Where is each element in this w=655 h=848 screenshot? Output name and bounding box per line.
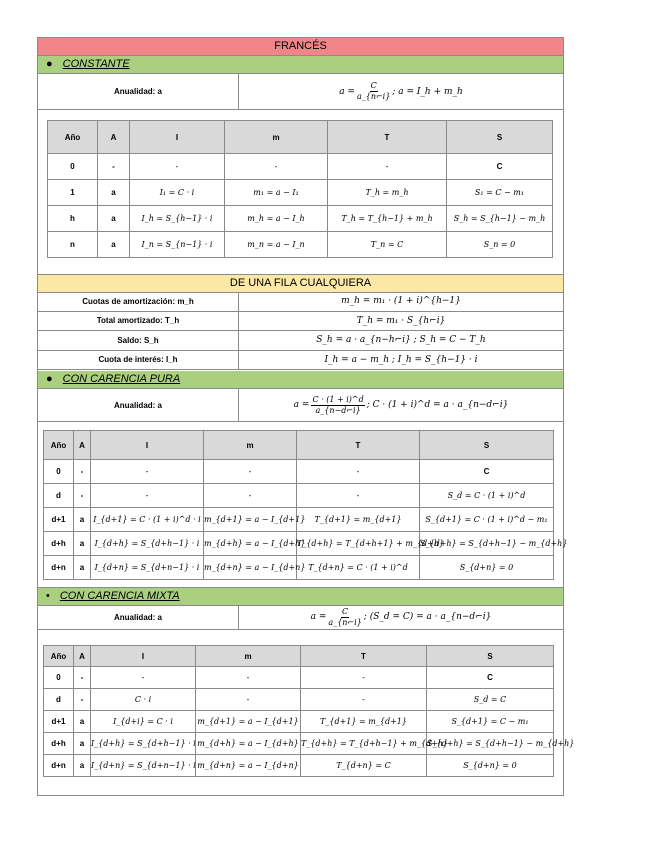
cell-col-i: -: [91, 667, 196, 689]
anualidad-label: Anualidad: a: [38, 605, 239, 629]
cell-col-s: S_{d+h} = S_{d+h−1} − m_{d+h}: [420, 532, 554, 556]
cell-col-m: -: [204, 460, 297, 484]
table-constante: [47, 120, 553, 258]
formula-numerator: C: [342, 606, 349, 616]
cell-col-a: -: [74, 460, 91, 484]
cell-col-s: C: [427, 667, 554, 689]
cell-col-ano: d: [44, 484, 74, 508]
cell-col-ano: 0: [44, 667, 74, 689]
header-col-m: m: [196, 646, 301, 667]
fila-formula: T_h = m₁ · S_{h⌐i}: [356, 315, 446, 326]
cell-col-m: m_{d+h} = a − I_{d+h}: [204, 532, 297, 556]
table-row: [44, 460, 554, 484]
cell-col-ano: d+h: [44, 532, 74, 556]
cell-col-t: T_{d+h} = T_{d+h+1} + m_{d+h}: [297, 532, 420, 556]
cell-col-m: -: [196, 689, 301, 711]
fila-formula: m_h = m₁ · (1 + i)^{h−1}: [341, 296, 461, 307]
cell-col-ano: d+n: [44, 556, 74, 580]
cell-col-ano: n: [48, 232, 98, 258]
table-header-row: [44, 431, 554, 460]
fila-row: [38, 312, 563, 332]
formula-denominator: a_{n⌐i}: [328, 617, 362, 627]
cell-col-i: I_{d+h} = S_{d+h−1} · i: [91, 733, 196, 755]
fila-formula: I_h = a − m_h ; I_h = S_{h−1} · i: [324, 354, 478, 365]
cell-col-a: a: [74, 755, 91, 777]
fila-row: [38, 351, 563, 371]
cell-col-ano: 0: [48, 154, 98, 180]
fila-label: Total amortizado: T_h: [38, 312, 239, 331]
cell-col-ano: h: [48, 206, 98, 232]
formula-rest: ; (S_d = C) = a · a_{n−d⌐i}: [363, 612, 492, 622]
header-col-t: T: [301, 646, 427, 667]
cell-col-s: S_d = C · (1 + i)^d: [420, 484, 554, 508]
cell-col-s: S_{d+1} = C − m₁: [427, 711, 554, 733]
header-col-s: S: [447, 121, 553, 154]
table-row: [44, 667, 554, 689]
header-col-ano: Año: [48, 121, 98, 154]
cell-col-m: m_{d+n} = a − I_{d+n}: [204, 556, 297, 580]
cell-col-a: a: [98, 232, 130, 258]
anualidad-row-pura: [38, 389, 563, 422]
table-header-row: [44, 646, 554, 667]
formula-denominator: a_{n⌐i}: [356, 92, 391, 101]
anualidad-row-constante: [38, 74, 563, 110]
table-row: [44, 484, 554, 508]
cell-col-m: m_n = a − I_n: [225, 232, 328, 258]
table-pura: [43, 430, 568, 580]
cell-col-a: a: [74, 532, 91, 556]
cell-col-i: I_n = S_{n−1} · i: [130, 232, 225, 258]
anualidad-row-mixta: [38, 605, 563, 630]
cell-col-t: T_h = m_h: [328, 180, 447, 206]
section-constante: [38, 56, 563, 74]
cell-col-m: -: [225, 154, 328, 180]
fila-formula: S_h = a · a_{n−h⌐i} ; S_h = C − T_h: [316, 335, 486, 346]
cell-col-i: I_{d+i} = C · i: [91, 711, 196, 733]
cell-col-t: T_{d+n} = C: [301, 755, 427, 777]
cell-col-ano: 0: [44, 460, 74, 484]
cell-col-m: m_{d+1} = a − I_{d+1}: [204, 508, 297, 532]
anualidad-formula: a = $\frac{C}{a\_\{n⌐i\}}$ ; a = I_h + m_h: [339, 81, 463, 101]
cell-col-m: -: [196, 667, 301, 689]
header-col-ano: Año: [44, 646, 74, 667]
cell-col-a: a: [74, 508, 91, 532]
fila-label: Cuotas de amortización: m_h: [38, 292, 239, 311]
table-row: [48, 154, 553, 180]
cell-col-t: -: [297, 484, 420, 508]
cell-col-s: S_h = S_{h−1} − m_h: [447, 206, 553, 232]
cell-col-i: C · i: [91, 689, 196, 711]
cell-col-i: I_h = S_{h−1} · i: [130, 206, 225, 232]
table-row: [48, 180, 553, 206]
formula-denominator: a_{n−d⌐i}: [315, 405, 361, 415]
bullet-icon: ●: [46, 373, 53, 385]
cell-col-m: m₁ = a − I₁: [225, 180, 328, 206]
cell-col-i: -: [130, 154, 225, 180]
cell-col-a: -: [98, 154, 130, 180]
table-row: [44, 532, 554, 556]
fila-row: [38, 331, 563, 351]
formula-sheet: [37, 37, 575, 796]
cell-col-s: C: [447, 154, 553, 180]
cell-col-s: S₁ = C − m₁: [447, 180, 553, 206]
fila-label: Saldo: S_h: [38, 331, 239, 350]
header-col-i: I: [130, 121, 225, 154]
cell-col-m: m_{d+n} = a − I_{d+n}: [196, 755, 301, 777]
cell-col-a: -: [74, 689, 91, 711]
anualidad-formula: a = $\frac{C}{a\_\{n⌐i\}}$ ; (S_d = C) = a · a_{n−d⌐i}: [310, 606, 492, 627]
cell-col-s: S_n = 0: [447, 232, 553, 258]
cell-col-i: I_{d+n} = S_{d+n−1} · i: [91, 755, 196, 777]
section-mixta: [38, 587, 563, 606]
cell-col-t: T_n = C: [328, 232, 447, 258]
header-col-m: m: [204, 431, 297, 460]
fila-row: [38, 292, 563, 312]
section-fila: DE UNA FILA CUALQUIERA: [38, 274, 563, 293]
cell-col-m: -: [204, 484, 297, 508]
cell-col-t: T_{d+1} = m_{d+1}: [297, 508, 420, 532]
formula-rest: ; C · (1 + i)^d = a · a_{n−d⌐i}: [366, 400, 509, 410]
header-col-ano: Año: [44, 431, 74, 460]
fila-label: Cuota de interés: I_h: [38, 351, 239, 370]
cell-col-s: C: [420, 460, 554, 484]
header-col-t: T: [297, 431, 420, 460]
table-row: [48, 232, 553, 258]
header-col-a: A: [74, 431, 91, 460]
cell-col-t: T_h = T_{h−1} + m_h: [328, 206, 447, 232]
cell-col-i: I₁ = C · i: [130, 180, 225, 206]
formula-rest: ; a = I_h + m_h: [392, 86, 463, 97]
cell-col-ano: d+1: [44, 711, 74, 733]
table-row: [44, 689, 554, 711]
cell-col-i: -: [91, 460, 204, 484]
section-label: CON CARENCIA MIXTA: [59, 590, 180, 602]
formula-numerator: C · (1 + i)^d: [312, 394, 364, 404]
cell-col-t: -: [328, 154, 447, 180]
cell-col-a: a: [74, 556, 91, 580]
cell-col-t: T_{d+h} = T_{d+h−1} + m_{d+h}: [301, 733, 427, 755]
cell-col-t: -: [301, 667, 427, 689]
section-label: CON CARENCIA PURA: [62, 373, 181, 385]
header-col-s: S: [420, 431, 554, 460]
cell-col-t: T_{d+1} = m_{d+1}: [301, 711, 427, 733]
cell-col-ano: d+1: [44, 508, 74, 532]
cell-col-t: -: [297, 460, 420, 484]
cell-col-a: a: [74, 711, 91, 733]
table-row: [44, 733, 554, 755]
cell-col-ano: d+h: [44, 733, 74, 755]
cell-col-i: I_{d+n} = S_{d+n−1} · i: [91, 556, 204, 580]
bullet-icon: ●: [46, 58, 53, 70]
bullet-icon: •: [46, 590, 50, 602]
header-col-m: m: [225, 121, 328, 154]
header-col-t: T: [328, 121, 447, 154]
cell-col-a: a: [74, 733, 91, 755]
cell-col-s: S_{d+h} = S_{d+h−1} − m_{d+h}: [427, 733, 554, 755]
table-row: [44, 508, 554, 532]
table-row: [44, 711, 554, 733]
cell-col-i: I_{d+1} = C · (1 + i)^d · i: [91, 508, 204, 532]
header-col-i: I: [91, 431, 204, 460]
section-label: CONSTANTE: [62, 58, 130, 70]
cell-col-s: S_{d+n} = 0: [420, 556, 554, 580]
formula-numerator: C: [370, 81, 377, 90]
cell-col-a: a: [98, 180, 130, 206]
header-col-i: I: [91, 646, 196, 667]
cell-col-s: S_{d+n} = 0: [427, 755, 554, 777]
table-row: [48, 206, 553, 232]
cell-col-ano: d: [44, 689, 74, 711]
page-title: FRANCÉS: [38, 38, 563, 56]
cell-col-m: m_{d+h} = a − I_{d+h}: [196, 733, 301, 755]
cell-col-m: m_{d+1} = a − I_{d+1}: [196, 711, 301, 733]
cell-col-a: -: [74, 484, 91, 508]
anualidad-label: Anualidad: a: [38, 389, 239, 421]
table-row: [44, 556, 554, 580]
anualidad-formula: a = $\frac{C \cdot (1 + i)\^{}d}{a\_\{n-d⌐i\}}$ ; C · (1 + i)^d = a · a_{n−d⌐i}: [293, 394, 509, 415]
header-col-a: A: [98, 121, 130, 154]
header-col-a: A: [74, 646, 91, 667]
cell-col-ano: 1: [48, 180, 98, 206]
cell-col-i: -: [91, 484, 204, 508]
table-mixta: [43, 645, 575, 777]
header-col-s: S: [427, 646, 554, 667]
cell-col-ano: d+n: [44, 755, 74, 777]
cell-col-a: -: [74, 667, 91, 689]
section-pura: [38, 371, 563, 389]
table-header-row: [48, 121, 553, 154]
cell-col-s: S_{d+1} = C · (1 + i)^d − m₁: [420, 508, 554, 532]
anualidad-label: Anualidad: a: [38, 74, 239, 109]
cell-col-s: S_d = C: [427, 689, 554, 711]
cell-col-t: -: [301, 689, 427, 711]
cell-col-t: T_{d+n} = C · (1 + i)^d: [297, 556, 420, 580]
cell-col-m: m_h = a − I_h: [225, 206, 328, 232]
table-row: [44, 755, 554, 777]
cell-col-a: a: [98, 206, 130, 232]
cell-col-i: I_{d+h} = S_{d+h−1} · i: [91, 532, 204, 556]
